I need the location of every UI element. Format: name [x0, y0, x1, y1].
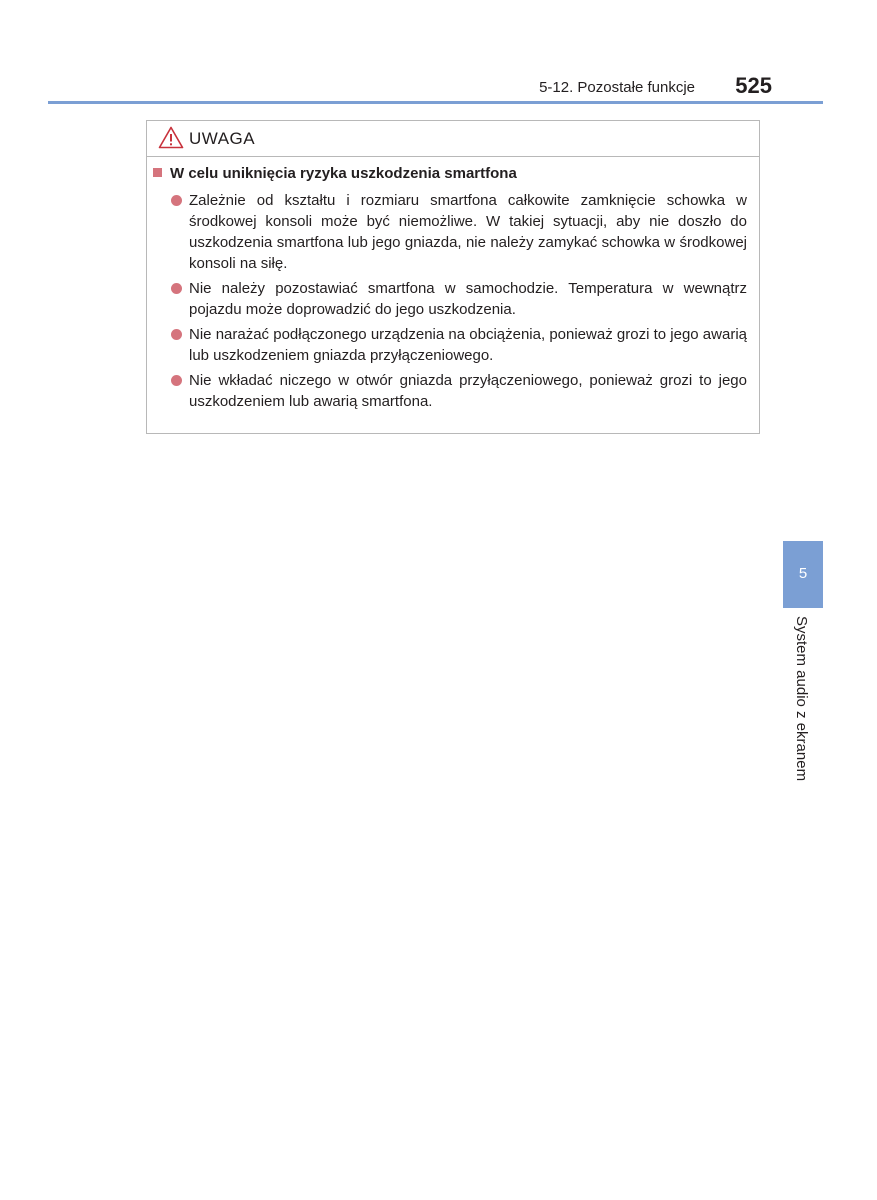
circle-bullet-icon: [171, 195, 182, 206]
page-header: [48, 70, 823, 104]
list-item-text: Nie narażać podłączonego urządzenia na obciążenia, ponieważ grozi to jego awarią lub uszkodzeniem gniazda przyłączeniowego.: [189, 326, 747, 364]
chapter-label: [783, 616, 823, 806]
section-title: 5-12. Pozostałe funkcje: [539, 79, 695, 96]
list-item-text: Nie wkładać niczego w otwór gniazda przyłączeniowego, ponieważ grozi to jego uszkodzeniem lub awarią smartfona.: [189, 372, 747, 410]
list-item: [169, 278, 747, 320]
warning-title: UWAGA: [189, 129, 256, 148]
list-item-text: Nie należy pozostawiać smartfona w samochodzie. Temperatura w wewnątrz pojazdu może doprowadzić do jego uszkodzenia.: [189, 280, 747, 318]
warning-box: [146, 120, 760, 434]
warning-header: [147, 121, 759, 157]
warning-subheading-text: W celu uniknięcia ryzyka uszkodzenia smartfona: [170, 165, 517, 182]
circle-bullet-icon: [171, 283, 182, 294]
warning-subheading: [153, 165, 517, 182]
list-item: [169, 370, 747, 412]
chapter-tab[interactable]: [783, 541, 823, 608]
warning-list: [169, 190, 747, 416]
page-number: 525: [735, 73, 772, 98]
warning-triangle-icon: [158, 126, 184, 149]
circle-bullet-icon: [171, 329, 182, 340]
circle-bullet-icon: [171, 375, 182, 386]
square-bullet-icon: [153, 168, 162, 177]
list-item: [169, 324, 747, 366]
list-item: [169, 190, 747, 274]
list-item-text: Zależnie od kształtu i rozmiaru smartfona całkowite zamknięcie schowka w środkowej konsoli może być niemożliwe. W takiej sytuacji, aby nie doszło do uszkodzenia smartfona lub jego gniazda, nie należy zamykać schowka w środkowej konsoli na siłę.: [189, 192, 747, 272]
chapter-number: 5: [798, 565, 808, 582]
chapter-title: System audio z ekranem: [793, 616, 810, 782]
header-rule: [48, 101, 823, 104]
